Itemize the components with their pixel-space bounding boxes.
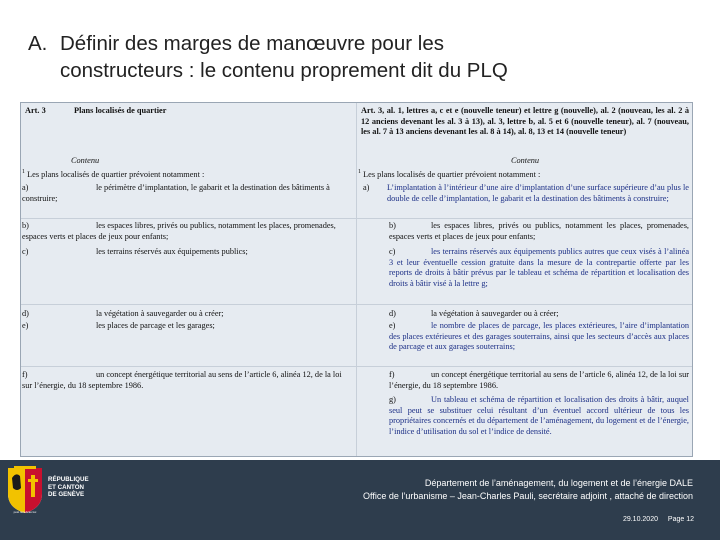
title-line-2: constructeurs : le contenu proprement dit du PLQ: [60, 59, 508, 82]
right-article-header: Art. 3, al. 1, lettres a, c et e (nouvelle teneur) et lettre g (nouvelle), al. 2 (nouveau, les al. 2 à 12 anciens devenant les al. 3 à 13), al. 3, lettre b, al. 5 et 6 (nouvelle teneur), al. 7 (nouveau, les al. 7 à 13 anciens devenant les al. 8 à 14), al. 8, 13 et 14 (nouvelle teneur): [361, 106, 689, 137]
left-item-e: e) les places de parcage et les garages;: [22, 321, 215, 330]
right-item-a-text: L’implantation à l’intérieur d’une aire d’implantation d’une surface supérieure d’au plus le double de celle d’implantation, le gabarit et la destination des bâtiments à construire;: [387, 183, 689, 203]
right-item-e: e) le nombre de places de parcage, les places extérieures, l’aire d’implantation des places extérieures et des garages souterrains, ainsi que les secteurs d’accès aux places de parcage et aux garages souterrains;: [389, 321, 689, 352]
right-item-g: g) Un tableau et schéma de répartition et localisation des droits à bâtir, auquel seul peut se substituer celui résultant d’un éventuel accord ultérieur de tous les propriétaires concernés et du département de l’aménagement, du logement et de l’énergie, l’indice d’utilisation du sol et l’indice de densité.: [389, 395, 689, 436]
slide-title: [28, 30, 708, 84]
left-item-f: f) un concept énergétique territorial au sens de l’article 6, alinéa 12, de la loi sur l’énergie, du 18 septembre 1986.: [22, 370, 342, 390]
left-item-b: b) les espaces libres, privés ou publics, notamment les places, promenades, espaces verts et places de jeux pour enfants;: [22, 221, 336, 241]
left-article-number: Art. 3: [25, 106, 46, 115]
date-and-page: [623, 516, 694, 523]
right-item-d: d) la végétation à sauvegarder ou à créer;: [389, 309, 559, 318]
department-name: Département de l’aménagement, du logement et de l’énergie DALE: [424, 478, 693, 488]
row-divider: [21, 218, 692, 219]
department-info: [233, 477, 693, 502]
column-divider: [356, 103, 357, 456]
law-comparison-table: [20, 102, 693, 457]
left-item-a: a) le périmètre d’implantation, le gabarit et la destination des bâtiments à construire;: [22, 183, 330, 203]
row-divider: [21, 304, 692, 305]
title-letter: A.: [28, 32, 48, 55]
footer-bar: [0, 460, 720, 540]
left-article-heading: Plans localisés de quartier: [74, 106, 167, 115]
geneva-crest-logo: [6, 466, 44, 514]
row-divider: [21, 366, 692, 367]
right-item-c: c) les terrains réservés aux équipements publics autres que ceux visés à l’alinéa 3 et leur éventuelle cession gratuite dans la mesure de la contrepartie offerte par les reports de droits à bâtir prévus par le tableau et schéma de répartition et localisation des droits à bâtir visé à la lettre g;: [389, 247, 689, 288]
title-line-1: Définir des marges de manœuvre pour les: [60, 32, 444, 55]
canton-name: RÉPUBLIQUE ET CANTON DE GENÈVE: [48, 476, 89, 499]
crest-motto: post tenebras lux: [13, 510, 37, 514]
office-contact: Office de l’urbanisme – Jean-Charles Pauli, secrétaire adjoint , attaché de direction: [362, 490, 693, 501]
page-number: Page 12: [667, 516, 694, 523]
right-item-a-label: a): [363, 183, 370, 192]
right-item-b: b) les espaces libres, privés ou publics, notamment les places, promenades, espaces verts et places de jeux pour enfants;: [389, 221, 689, 241]
left-item-c: c) les terrains réservés aux équipements publics;: [22, 247, 248, 256]
left-intro: $^1$ Les plans localisés de quartier prévoient notamment :: [22, 169, 205, 179]
footer-date: 29.10.2020: [622, 516, 658, 523]
right-contenu-label: Contenu: [510, 156, 540, 165]
left-item-d: d) la végétation à sauvegarder ou à créer;: [22, 309, 224, 318]
right-item-f: f) un concept énergétique territorial au sens de l’article 6, alinéa 12, de la loi sur l’énergie, du 18 septembre 1986.: [389, 370, 689, 390]
right-intro: $^1$ Les plans localisés de quartier prévoient notamment :: [358, 169, 541, 179]
left-contenu-label: Contenu: [71, 156, 100, 165]
